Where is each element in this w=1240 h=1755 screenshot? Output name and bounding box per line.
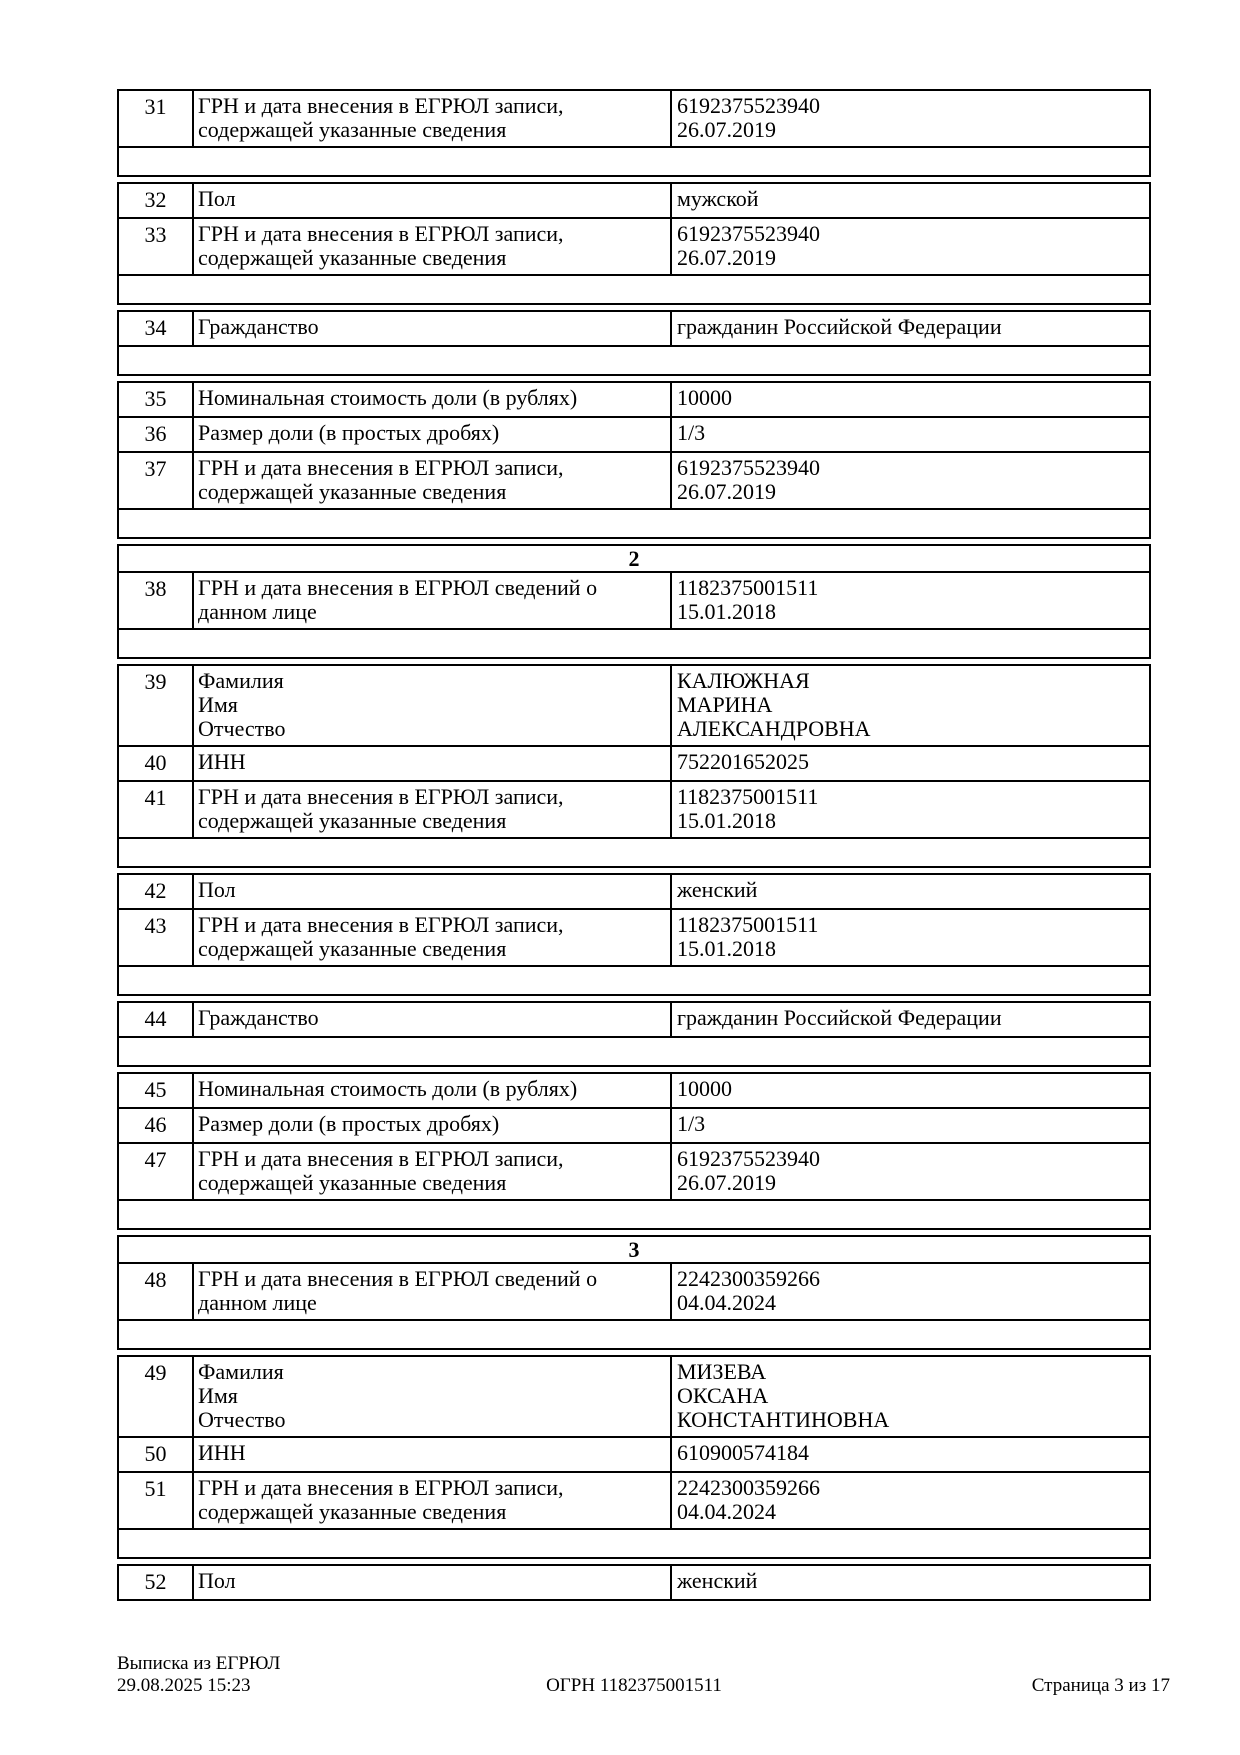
value-line: 6192375523940 [677, 1146, 820, 1171]
row-number-cell: 36 [144, 421, 167, 446]
value-line: 1182375001511 [677, 575, 819, 600]
row-value-cell [672, 875, 1149, 908]
table-row [119, 1357, 1149, 1438]
table-row [119, 219, 1149, 276]
value-line: 15.01.2018 [677, 936, 776, 961]
value-line: 15.01.2018 [677, 599, 776, 624]
row-number-cell: 47 [144, 1147, 167, 1172]
row-number-cell: 51 [144, 1476, 167, 1501]
row-number-cell: 41 [144, 785, 167, 810]
row-number-cell: 48 [144, 1267, 167, 1292]
value-line: 6192375523940 [677, 93, 820, 118]
value-line: 6192375523940 [677, 221, 820, 246]
row-label-cell [192, 1264, 672, 1319]
label-line: содержащей указанные сведения [198, 1170, 507, 1195]
label-line: ГРН и дата внесения в ЕГРЮЛ сведений о [198, 575, 598, 600]
row-value-cell [672, 1074, 1149, 1107]
label-line: Размер доли (в простых дробях) [198, 1111, 500, 1136]
footer-ogrn: ОГРН 1182375001511 [546, 1675, 722, 1696]
row-value-cell [672, 1003, 1149, 1036]
value-line: 752201652025 [677, 749, 809, 774]
table-row [119, 184, 1149, 219]
spacer-row [119, 967, 1149, 994]
row-label-cell [192, 573, 672, 628]
table-row [119, 782, 1149, 839]
row-value-cell [672, 1144, 1149, 1199]
row-label-cell [192, 747, 672, 780]
row-number-cell: 52 [144, 1569, 167, 1594]
row-value-cell [672, 312, 1149, 345]
row-number-cell: 49 [144, 1360, 167, 1385]
label-line: содержащей указанные сведения [198, 936, 507, 961]
row-label-cell [192, 910, 672, 965]
table-row [119, 1566, 1149, 1599]
row-label-cell [192, 1109, 672, 1142]
label-line: ГРН и дата внесения в ЕГРЮЛ записи, [198, 221, 564, 246]
label-line: Фамилия [198, 668, 284, 693]
row-value-cell [672, 219, 1149, 274]
value-line: 04.04.2024 [677, 1499, 776, 1524]
table-section [117, 544, 1151, 659]
table-section [117, 1564, 1151, 1601]
label-line: данном лице [198, 599, 317, 624]
table-section [117, 1001, 1151, 1067]
table-row [119, 418, 1149, 453]
value-line: 26.07.2019 [677, 245, 776, 270]
label-line: Отчество [198, 1407, 286, 1432]
spacer-row [119, 1201, 1149, 1228]
value-line: 26.07.2019 [677, 1170, 776, 1195]
label-line: ГРН и дата внесения в ЕГРЮЛ записи, [198, 784, 564, 809]
label-line: содержащей указанные сведения [198, 479, 507, 504]
spacer-row [119, 347, 1149, 374]
value-line: 10000 [677, 1076, 732, 1101]
spacer-row [119, 510, 1149, 537]
table-row [119, 1074, 1149, 1109]
row-value-cell [672, 1438, 1149, 1471]
label-line: Пол [198, 186, 236, 211]
row-number-cell: 42 [144, 878, 167, 903]
table-row [119, 747, 1149, 782]
label-line: ГРН и дата внесения в ЕГРЮЛ записи, [198, 1475, 564, 1500]
label-line: ИНН [198, 749, 246, 774]
label-line: Фамилия [198, 1359, 284, 1384]
spacer-row [119, 1038, 1149, 1065]
row-label-cell [192, 453, 672, 508]
table-section [117, 1235, 1151, 1350]
row-label-cell [192, 782, 672, 837]
row-value-cell [672, 573, 1149, 628]
row-number-cell: 46 [144, 1112, 167, 1137]
spacer-row [119, 1530, 1149, 1557]
row-label-cell [192, 219, 672, 274]
table-section [117, 381, 1151, 539]
row-value-cell [672, 91, 1149, 146]
table-row [119, 1003, 1149, 1038]
spacer-row [119, 148, 1149, 175]
spacer-row [119, 1321, 1149, 1348]
value-line: МАРИНА [677, 692, 773, 717]
value-line: женский [677, 877, 758, 902]
value-line: 2242300359266 [677, 1475, 820, 1500]
label-line: Пол [198, 1568, 236, 1593]
row-value-cell [672, 666, 1149, 745]
row-number-cell: 34 [144, 315, 167, 340]
label-line: ГРН и дата внесения в ЕГРЮЛ записи, [198, 455, 564, 480]
table-section [117, 89, 1151, 177]
table-row [119, 573, 1149, 630]
row-number-cell: 33 [144, 222, 167, 247]
value-line: КОНСТАНТИНОВНА [677, 1407, 890, 1432]
table-row [119, 383, 1149, 418]
table-row [119, 666, 1149, 747]
label-line: Имя [198, 692, 238, 717]
label-line: содержащей указанные сведения [198, 808, 507, 833]
table-row [119, 1109, 1149, 1144]
value-line: 2242300359266 [677, 1266, 820, 1291]
value-line: 1182375001511 [677, 784, 819, 809]
row-value-cell [672, 1566, 1149, 1599]
row-value-cell [672, 1109, 1149, 1142]
label-line: содержащей указанные сведения [198, 117, 507, 142]
value-line: 10000 [677, 385, 732, 410]
table-row [119, 875, 1149, 910]
row-number-cell: 37 [144, 456, 167, 481]
label-line: Номинальная стоимость доли (в рублях) [198, 385, 578, 410]
value-line: мужской [677, 186, 759, 211]
row-number-cell: 43 [144, 913, 167, 938]
row-number-cell: 38 [144, 576, 167, 601]
label-line: Пол [198, 877, 236, 902]
table-row [119, 1438, 1149, 1473]
row-label-cell [192, 1438, 672, 1471]
row-number-cell: 44 [144, 1006, 167, 1031]
table-section [117, 182, 1151, 305]
table-row [119, 91, 1149, 148]
value-line: 26.07.2019 [677, 117, 776, 142]
value-line: женский [677, 1568, 758, 1593]
spacer-row [119, 276, 1149, 303]
table-section [117, 1072, 1151, 1230]
table-section [117, 1355, 1151, 1559]
label-line: ГРН и дата внесения в ЕГРЮЛ сведений о [198, 1266, 598, 1291]
value-line: 15.01.2018 [677, 808, 776, 833]
row-number-cell: 50 [144, 1441, 167, 1466]
row-value-cell [672, 184, 1149, 217]
label-line: ГРН и дата внесения в ЕГРЮЛ записи, [198, 1146, 564, 1171]
participant-group-header: 2 [119, 546, 1149, 573]
value-line: 1182375001511 [677, 912, 819, 937]
row-label-cell [192, 184, 672, 217]
label-line: ГРН и дата внесения в ЕГРЮЛ записи, [198, 912, 564, 937]
row-label-cell [192, 383, 672, 416]
label-line: Размер доли (в простых дробях) [198, 420, 500, 445]
label-line: Имя [198, 1383, 238, 1408]
label-line: содержащей указанные сведения [198, 1499, 507, 1524]
row-number-cell: 39 [144, 669, 167, 694]
row-value-cell [672, 1473, 1149, 1528]
label-line: содержащей указанные сведения [198, 245, 507, 270]
value-line: 1/3 [677, 1111, 706, 1136]
table-row [119, 1144, 1149, 1201]
row-label-cell [192, 91, 672, 146]
value-line: гражданин Российской Федерации [677, 1005, 1002, 1030]
row-label-cell [192, 312, 672, 345]
value-line: АЛЕКСАНДРОВНА [677, 716, 871, 741]
row-value-cell [672, 383, 1149, 416]
value-line: 610900574184 [677, 1440, 809, 1465]
row-value-cell [672, 1264, 1149, 1319]
participant-group-header: 3 [119, 1237, 1149, 1264]
row-label-cell [192, 1357, 672, 1436]
label-line: ИНН [198, 1440, 246, 1465]
value-line: гражданин Российской Федерации [677, 314, 1002, 339]
row-label-cell [192, 418, 672, 451]
row-value-cell [672, 453, 1149, 508]
value-line: 04.04.2024 [677, 1290, 776, 1315]
row-label-cell [192, 1473, 672, 1528]
label-line: Номинальная стоимость доли (в рублях) [198, 1076, 578, 1101]
table-row [119, 1264, 1149, 1321]
table-row [119, 910, 1149, 967]
label-line: Гражданство [198, 314, 319, 339]
table-row [119, 312, 1149, 347]
row-number-cell: 40 [144, 750, 167, 775]
footer-document-type: Выписка из ЕГРЮЛ [117, 1653, 281, 1674]
table-section [117, 310, 1151, 376]
row-number-cell: 45 [144, 1077, 167, 1102]
table-row [119, 453, 1149, 510]
row-label-cell [192, 1003, 672, 1036]
footer-page-number: Страница 3 из 17 [1031, 1675, 1170, 1696]
spacer-row [119, 839, 1149, 866]
row-label-cell [192, 875, 672, 908]
row-number-cell: 31 [144, 94, 167, 119]
value-line: КАЛЮЖНАЯ [677, 668, 810, 693]
egrul-table [117, 89, 1151, 1606]
label-line: Гражданство [198, 1005, 319, 1030]
label-line: Отчество [198, 716, 286, 741]
value-line: ОКСАНА [677, 1383, 769, 1408]
label-line: ГРН и дата внесения в ЕГРЮЛ записи, [198, 93, 564, 118]
row-value-cell [672, 418, 1149, 451]
row-value-cell [672, 1357, 1149, 1436]
row-value-cell [672, 910, 1149, 965]
row-number-cell: 35 [144, 386, 167, 411]
table-section [117, 873, 1151, 996]
row-label-cell [192, 1144, 672, 1199]
row-label-cell [192, 666, 672, 745]
row-label-cell [192, 1074, 672, 1107]
value-line: 26.07.2019 [677, 479, 776, 504]
value-line: МИЗЕВА [677, 1359, 767, 1384]
label-line: данном лице [198, 1290, 317, 1315]
row-value-cell [672, 747, 1149, 780]
row-number-cell: 32 [144, 187, 167, 212]
footer-datetime: 29.08.2025 15:23 [117, 1675, 251, 1696]
value-line: 1/3 [677, 420, 706, 445]
row-label-cell [192, 1566, 672, 1599]
table-row [119, 1473, 1149, 1530]
spacer-row [119, 630, 1149, 657]
row-value-cell [672, 782, 1149, 837]
table-section [117, 664, 1151, 868]
value-line: 6192375523940 [677, 455, 820, 480]
